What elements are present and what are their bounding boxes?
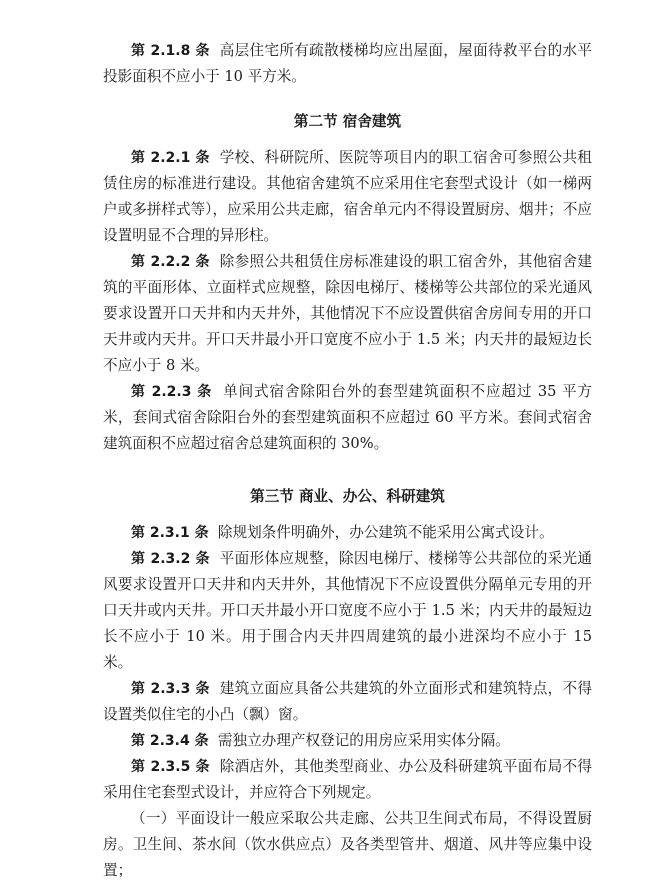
list-item-text: （一）平面设计一般应采取公共走廊、公共卫生间式布局，不得设置厨房。卫生间、茶水间（饮水供应点）及各类型管井、烟道、风井等应集中设置； bbox=[103, 810, 592, 879]
article-2-3-5 bbox=[103, 754, 592, 806]
article-number: 第 2.2.2 条 bbox=[131, 254, 210, 270]
article-text: 除参照公共租赁住房标准建设的职工宿舍外，其他宿舍建筑的平面形体、立面样式应规整，除因电梯厅、楼梯等公共部位的采光通风要求设置开口天井和内天井外，其他情况下不应设置供宿舍房间专用的开口天井或内天井。开口天井最小开口宽度不应小于 1.5 米；内天井的最短边长不应小于 8 米。 bbox=[103, 253, 592, 374]
section-heading-commercial: 第三节 商业、办公、科研建筑 bbox=[250, 488, 445, 505]
article-text: 除规划条件明确外，办公建筑不能采用公寓式设计。 bbox=[217, 524, 554, 541]
article-number: 第 2.3.5 条 bbox=[131, 759, 210, 775]
article-number: 第 2.3.1 条 bbox=[131, 525, 209, 541]
article-2-2-3 bbox=[103, 379, 592, 457]
article-text: 平面形体应规整，除因电梯厅、楼梯等公共部位的采光通风要求设置开口天井和内天井外，其他情况下不应设置供分隔单元专用的开口天井或内天井。开口天井最小开口宽度不应小于 1.5 米；内天井的最短边长不应小于 10 米。用于围合内天井四周建筑的最小进深均不应小于 15 米。 bbox=[103, 550, 592, 671]
article-number: 第 2.2.3 条 bbox=[131, 384, 213, 400]
article-2-2-1 bbox=[103, 145, 592, 249]
article-2-3-3 bbox=[103, 676, 592, 728]
article-2-2-2 bbox=[103, 249, 592, 379]
article-number: 第 2.3.4 条 bbox=[131, 733, 209, 749]
article-text: 需独立办理产权登记的用房应采用实体分隔。 bbox=[217, 732, 510, 749]
article-number: 第 2.2.1 条 bbox=[131, 150, 210, 166]
article-text: 学校、科研院所、医院等项目内的职工宿舍可参照公共租赁住房的标准进行建设。其他宿舍建筑不应采用住宅套型式设计（如一梯两户或多拼样式等），应采用公共走廊，宿舍单元内不得设置厨房、烟井；不应设置明显不合理的异形柱。 bbox=[103, 149, 592, 244]
article-2-3-1 bbox=[103, 520, 592, 546]
article-text: 除酒店外，其他类型商业、办公及科研建筑平面布局不得采用住宅套型式设计，并应符合下列规定。 bbox=[103, 758, 592, 801]
article-number: 第 2.1.8 条 bbox=[131, 43, 210, 59]
article-2-1-8 bbox=[103, 38, 592, 90]
article-2-3-2 bbox=[103, 546, 592, 676]
article-text: 单间式宿舍除阳台外的套型建筑面积不应超过 35 平方米，套间式宿舍除阳台外的套型建筑面积不应超过 60 平方米。套间式宿舍建筑面积不应超过宿舍总建筑面积的 30%。 bbox=[103, 383, 592, 452]
article-number: 第 2.3.2 条 bbox=[131, 551, 210, 567]
article-text: 高层住宅所有疏散楼梯均应出屋面，屋面待救平台的水平投影面积不应小于 10 平方米。 bbox=[103, 42, 592, 85]
article-text: 建筑立面应具备公共建筑的外立面形式和建筑特点，不得设置类似住宅的小凸（飘）窗。 bbox=[103, 680, 592, 723]
article-2-3-4 bbox=[103, 728, 592, 754]
list-item bbox=[103, 806, 592, 884]
article-number: 第 2.3.3 条 bbox=[131, 681, 210, 697]
section-heading-dormitory: 第二节 宿舍建筑 bbox=[293, 113, 402, 130]
